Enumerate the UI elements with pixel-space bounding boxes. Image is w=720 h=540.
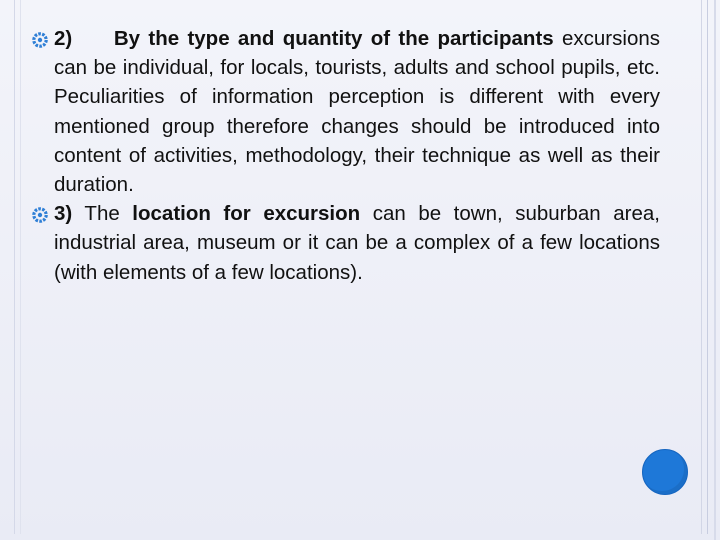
bullet-bold-text: location for excursion — [132, 202, 361, 226]
bullet-bold-text: By the type and quantity of the participants — [113, 27, 554, 50]
gear-bullet-icon — [32, 32, 48, 48]
slide-edge-line — [714, 0, 716, 540]
blue-circle-icon — [642, 449, 688, 495]
bullet-text: can be town, suburban area, industrial area, museum or it can be a complex of a few locations (with elements of a few locations). — [54, 202, 660, 284]
bullet-item-2 — [30, 24, 660, 199]
bullet-number: 3) — [54, 202, 73, 226]
bullet-number: 2) — [54, 27, 73, 50]
bullet-lead — [81, 27, 114, 50]
bullet-item-3 — [30, 199, 660, 287]
bullet-pre-text: The — [72, 202, 133, 226]
bullet-text: excursions can be individual, for locals, tourists, adults and school pupils, etc. Peculiarities of information perception is different with every mentioned group therefore changes should be introduced into content of activities, methodology, their technique as well as their duration. — [54, 27, 660, 197]
gear-bullet-icon — [32, 207, 48, 223]
slide-body — [30, 24, 660, 287]
